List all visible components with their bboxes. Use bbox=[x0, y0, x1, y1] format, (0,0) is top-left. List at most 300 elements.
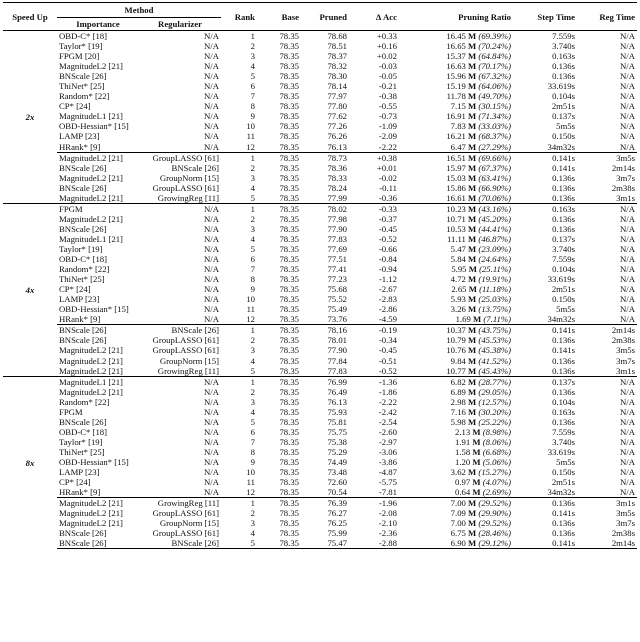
delta-acc-cell: -0.52 bbox=[378, 233, 397, 244]
regularizer-cell: N/A bbox=[204, 51, 219, 62]
pruning-ratio-value: 11.11 M bbox=[446, 233, 477, 244]
base-acc-cell: 78.35 bbox=[279, 345, 299, 356]
regularizer-header: Regularizer bbox=[158, 18, 202, 29]
regularizer-cell: GrowingReg [11] bbox=[157, 192, 219, 203]
reg-time-cell: N/A bbox=[620, 396, 635, 407]
step-time-cell: 0.136s bbox=[552, 528, 575, 539]
pruned-acc-cell: 74.49 bbox=[327, 456, 347, 467]
pruning-ratio-cell bbox=[399, 335, 513, 345]
base-acc-cell: 78.35 bbox=[279, 446, 299, 457]
pruning-ratio-percent: (71.34%) bbox=[478, 111, 511, 122]
table-row bbox=[3, 528, 637, 538]
rank-cell: 8 bbox=[250, 101, 255, 112]
base-acc-cell: 78.35 bbox=[279, 192, 299, 203]
rank-cell: 8 bbox=[250, 446, 255, 457]
pruned-header: Pruned bbox=[319, 11, 347, 22]
reg-time-cell: 3m5s bbox=[616, 508, 635, 519]
delta-acc-cell: -1.36 bbox=[349, 376, 399, 387]
regularizer-cell: N/A bbox=[204, 61, 219, 72]
pruning-ratio-percent: (28.46%) bbox=[478, 528, 511, 539]
table-row bbox=[3, 447, 637, 457]
reg-time-header: Reg Time bbox=[599, 11, 635, 22]
step-time-cell: 33.619s bbox=[547, 446, 575, 457]
reg-time-cell: N/A bbox=[620, 294, 635, 305]
importance-cell: MagnitudeL1 [21] bbox=[59, 233, 123, 244]
step-time-cell: 34m32s bbox=[547, 141, 575, 152]
reg-time-cell: 2m38s bbox=[611, 528, 635, 539]
rank-cell: 11 bbox=[246, 477, 255, 488]
delta-acc-cell: -1.86 bbox=[378, 386, 397, 397]
pruned-acc-cell: 75.93 bbox=[327, 406, 347, 417]
delta-acc-cell: -2.97 bbox=[378, 436, 397, 447]
regularizer-cell: GroupNorm [15] bbox=[159, 355, 219, 366]
pruning-ratio-percent: (5.06%) bbox=[482, 456, 511, 467]
importance-cell: MagnitudeL2 [21] bbox=[59, 386, 123, 397]
regularizer-cell: N/A bbox=[204, 41, 219, 52]
regularizer-cell: GroupLASSO [61] bbox=[152, 508, 219, 519]
pruning-ratio-value: 5.84 M bbox=[450, 254, 477, 265]
table-row bbox=[3, 131, 637, 141]
reg-time-cell: N/A bbox=[577, 203, 637, 214]
importance-cell: MagnitudeL2 [21] bbox=[59, 345, 123, 356]
regularizer-cell: N/A bbox=[204, 91, 219, 102]
reg-time-cell: 2m14s bbox=[577, 325, 637, 336]
pruned-acc-cell: 73.76 bbox=[327, 314, 347, 325]
pruning-ratio-percent: (41.52%) bbox=[478, 355, 511, 366]
pruning-ratio-percent: (19.91%) bbox=[478, 274, 511, 285]
pruning-ratio-percent: (4.07%) bbox=[482, 477, 511, 488]
table-row bbox=[3, 121, 637, 131]
regularizer-cell: N/A bbox=[204, 477, 219, 488]
pruning-ratio-cell bbox=[399, 457, 513, 467]
pruning-ratio-cell bbox=[399, 498, 513, 509]
delta-acc-cell: -0.36 bbox=[378, 192, 397, 203]
rank-cell: 1 bbox=[221, 203, 257, 214]
step-time-cell: 0.137s bbox=[552, 111, 575, 122]
pruned-acc-cell: 75.52 bbox=[327, 294, 347, 305]
step-time-cell: 0.137s bbox=[513, 376, 577, 387]
rank-cell: 3 bbox=[250, 223, 255, 234]
table-row bbox=[3, 71, 637, 81]
importance-cell: MagnitudeL2 [21] bbox=[59, 518, 123, 529]
base-acc-cell: 78.35 bbox=[279, 141, 299, 152]
reg-time-cell: N/A bbox=[620, 406, 635, 417]
pruning-ratio-percent: (64.06%) bbox=[478, 81, 511, 92]
base-acc-cell: 78.35 bbox=[279, 81, 299, 92]
step-time-cell: 33.619s bbox=[547, 81, 575, 92]
base-acc-cell: 78.35 bbox=[279, 111, 299, 122]
delta-acc-cell: +0.38 bbox=[349, 152, 399, 163]
rank-cell: 2 bbox=[250, 335, 255, 346]
importance-cell: MagnitudeL2 [21] bbox=[59, 355, 123, 366]
step-time-header: Step Time bbox=[537, 11, 575, 22]
table-row bbox=[3, 376, 637, 387]
base-acc-cell: 78.35 bbox=[279, 396, 299, 407]
step-time-cell: 0.136s bbox=[552, 61, 575, 72]
reg-time-cell: 2m14s bbox=[611, 162, 635, 173]
delta-acc-cell: -0.66 bbox=[378, 243, 397, 254]
pruned-acc-cell: 77.26 bbox=[327, 121, 347, 132]
importance-cell: BNScale [26] bbox=[59, 223, 107, 234]
base-acc-cell: 78.35 bbox=[279, 386, 299, 397]
pruning-ratio-percent: (11.18%) bbox=[479, 284, 511, 295]
pruning-ratio-value: 2.13 M bbox=[455, 426, 481, 437]
importance-cell: OBD-C* [18] bbox=[57, 31, 139, 42]
regularizer-cell: BNScale [26] bbox=[139, 325, 221, 336]
base-acc-cell: 78.35 bbox=[279, 314, 299, 325]
importance-cell: LAMP [23] bbox=[59, 294, 100, 305]
regularizer-cell: N/A bbox=[204, 294, 219, 305]
pruned-acc-cell: 78.24 bbox=[327, 182, 347, 193]
pruning-ratio-cell bbox=[399, 244, 513, 254]
reg-time-cell: N/A bbox=[620, 254, 635, 265]
table-body bbox=[3, 31, 637, 549]
pruning-ratio-cell bbox=[399, 284, 513, 294]
base-acc-cell: 78.35 bbox=[279, 436, 299, 447]
pruning-ratio-percent: (33.03%) bbox=[478, 121, 511, 132]
pruning-ratio-percent: (24.64%) bbox=[478, 254, 511, 265]
method-header: Method bbox=[57, 3, 221, 18]
step-time-cell: 0.150s bbox=[552, 294, 575, 305]
table-row bbox=[3, 142, 637, 153]
step-time-cell: 0.137s bbox=[552, 233, 575, 244]
pruned-acc-cell: 78.37 bbox=[327, 51, 347, 62]
regularizer-cell: N/A bbox=[204, 121, 219, 132]
table-row bbox=[3, 274, 637, 284]
importance-cell: BNScale [26] bbox=[59, 416, 107, 427]
base-acc-cell: 78.35 bbox=[279, 213, 299, 224]
delta-acc-header: Δ Acc bbox=[375, 11, 397, 22]
pruned-acc-cell: 77.51 bbox=[327, 254, 347, 265]
rank-cell: 8 bbox=[250, 274, 255, 285]
base-acc-cell: 78.35 bbox=[279, 426, 299, 437]
importance-cell: MagnitudeL2 [21] bbox=[57, 498, 139, 509]
pruning-ratio-cell bbox=[399, 477, 513, 487]
delta-acc-cell: -2.36 bbox=[378, 528, 397, 539]
step-time-cell: 0.136s bbox=[513, 498, 577, 509]
rank-cell: 12 bbox=[246, 314, 255, 325]
step-time-cell: 0.136s bbox=[552, 172, 575, 183]
pruned-acc-cell: 78.36 bbox=[327, 162, 347, 173]
pruning-ratio-value: 15.96 M bbox=[446, 71, 477, 82]
base-acc-cell: 78.35 bbox=[279, 101, 299, 112]
delta-acc-cell: +0.01 bbox=[376, 162, 397, 173]
pruned-acc-cell: 77.99 bbox=[327, 192, 347, 203]
pruned-acc-cell: 75.99 bbox=[327, 528, 347, 539]
importance-cell: OBD-Hessian* [15] bbox=[59, 304, 129, 315]
regularizer-cell: N/A bbox=[204, 81, 219, 92]
pruning-ratio-percent: (67.32%) bbox=[478, 71, 511, 82]
pruning-ratio-cell bbox=[399, 193, 513, 204]
pruning-ratio-percent: (44.41%) bbox=[478, 223, 511, 234]
pruning-ratio-value: 10.77 M bbox=[446, 365, 477, 376]
importance-cell: MagnitudeL2 [21] bbox=[57, 152, 139, 163]
pruning-ratio-value: 5.98 M bbox=[450, 416, 477, 427]
base-acc-cell: 78.35 bbox=[279, 254, 299, 265]
importance-cell: BNScale [26] bbox=[57, 325, 139, 336]
base-acc-cell: 78.35 bbox=[279, 61, 299, 72]
regularizer-cell: GroupLASSO [61] bbox=[152, 182, 219, 193]
delta-acc-cell: -2.22 bbox=[378, 396, 397, 407]
header-row-1 bbox=[3, 3, 637, 18]
regularizer-cell: N/A bbox=[204, 467, 219, 478]
base-acc-cell: 78.35 bbox=[279, 294, 299, 305]
step-time-cell: 0.163s bbox=[552, 51, 575, 62]
rank-cell: 3 bbox=[250, 396, 255, 407]
importance-cell: Random* [22] bbox=[59, 264, 110, 275]
pruning-ratio-value: 16.61 M bbox=[446, 192, 477, 203]
step-time-cell: 0.150s bbox=[552, 131, 575, 142]
step-time-cell: 2m51s bbox=[551, 101, 575, 112]
importance-cell: OBD-Hessian* [15] bbox=[59, 121, 129, 132]
base-acc-cell: 78.35 bbox=[279, 365, 299, 376]
step-time-cell: 0.150s bbox=[552, 467, 575, 478]
importance-cell: ThiNet* [25] bbox=[59, 81, 105, 92]
pruning-ratio-percent: (70.24%) bbox=[478, 41, 511, 52]
regularizer-cell: GroupLASSO [61] bbox=[152, 335, 219, 346]
base-acc-cell: 78.35 bbox=[279, 355, 299, 366]
pruning-ratio-cell bbox=[399, 387, 513, 397]
speed-up-label: 8x bbox=[3, 376, 57, 549]
reg-time-cell: N/A bbox=[620, 213, 635, 224]
pruning-ratio-percent: (68.37%) bbox=[478, 131, 511, 142]
regularizer-cell: GroupLASSO [61] bbox=[152, 528, 219, 539]
reg-time-cell: N/A bbox=[620, 264, 635, 275]
pruning-ratio-value: 7.00 M bbox=[450, 518, 477, 529]
delta-acc-cell: -0.19 bbox=[349, 325, 399, 336]
table-row bbox=[3, 173, 637, 183]
pruned-acc-cell: 76.25 bbox=[327, 518, 347, 529]
pruned-acc-cell: 77.98 bbox=[327, 213, 347, 224]
rank-cell: 5 bbox=[250, 416, 255, 427]
pruning-ratio-header: Pruning Ratio bbox=[458, 11, 511, 22]
reg-time-cell: N/A bbox=[620, 61, 635, 72]
rank-cell: 10 bbox=[246, 294, 255, 305]
delta-acc-cell: -1.96 bbox=[349, 498, 399, 509]
base-acc-cell: 78.35 bbox=[279, 304, 299, 315]
delta-acc-cell: -0.45 bbox=[378, 223, 397, 234]
rank-header: Rank bbox=[234, 11, 255, 22]
importance-cell: BNScale [26] bbox=[59, 162, 107, 173]
regularizer-cell: GrowingReg [11] bbox=[157, 365, 219, 376]
table-row bbox=[3, 487, 637, 498]
pruned-acc-cell: 76.13 bbox=[327, 141, 347, 152]
importance-cell: BNScale [26] bbox=[59, 71, 107, 82]
pruning-ratio-percent: (49.70%) bbox=[478, 91, 511, 102]
base-acc-cell: 78.35 bbox=[279, 477, 299, 488]
base-acc-cell: 78.35 bbox=[279, 51, 299, 62]
delta-acc-cell: -2.54 bbox=[378, 416, 397, 427]
delta-acc-cell: -0.55 bbox=[378, 101, 397, 112]
importance-cell: BNScale [26] bbox=[59, 528, 107, 539]
pruning-ratio-value: 10.37 M bbox=[446, 325, 477, 336]
base-acc-cell: 78.35 bbox=[279, 172, 299, 183]
pruned-acc-cell: 77.90 bbox=[327, 223, 347, 234]
reg-time-cell: N/A bbox=[620, 304, 635, 315]
base-acc-cell: 78.35 bbox=[257, 203, 301, 214]
table-row bbox=[3, 335, 637, 345]
regularizer-cell: N/A bbox=[204, 71, 219, 82]
regularizer-cell: N/A bbox=[204, 223, 219, 234]
step-time-cell: 0.141s bbox=[513, 152, 577, 163]
pruning-ratio-value: 6.75 M bbox=[450, 528, 477, 539]
pruning-ratio-cell bbox=[399, 224, 513, 234]
table-row bbox=[3, 234, 637, 244]
pruning-ratio-percent: (29.05%) bbox=[478, 386, 511, 397]
rank-cell: 11 bbox=[246, 304, 255, 315]
reg-time-cell: 3m1s bbox=[577, 498, 637, 509]
reg-time-cell: 3m7s bbox=[616, 355, 635, 366]
step-time-cell: 2m51s bbox=[551, 284, 575, 295]
reg-time-cell: N/A bbox=[620, 386, 635, 397]
pruning-ratio-value: 15.86 M bbox=[446, 182, 477, 193]
delta-acc-cell: -0.84 bbox=[378, 254, 397, 265]
rank-cell: 4 bbox=[250, 355, 255, 366]
step-time-cell: 5m5s bbox=[556, 121, 575, 132]
rank-cell: 5 bbox=[250, 365, 255, 376]
reg-time-cell: 2m38s bbox=[611, 335, 635, 346]
table-row bbox=[3, 508, 637, 518]
base-acc-cell: 78.35 bbox=[257, 376, 301, 387]
table-row bbox=[3, 203, 637, 214]
rank-cell: 1 bbox=[221, 498, 257, 509]
pruning-ratio-value: 1.69 M bbox=[455, 314, 482, 325]
table-row bbox=[3, 314, 637, 325]
rank-cell: 1 bbox=[221, 376, 257, 387]
pruned-acc-cell: 77.80 bbox=[327, 101, 347, 112]
pruning-results-table bbox=[3, 2, 637, 549]
importance-cell: MagnitudeL2 [21] bbox=[59, 192, 123, 203]
table-row bbox=[3, 467, 637, 477]
importance-cell: MagnitudeL2 [21] bbox=[59, 61, 123, 72]
pruning-ratio-value: 6.47 M bbox=[450, 141, 477, 152]
rank-cell: 2 bbox=[250, 162, 255, 173]
pruning-ratio-value: 16.51 M bbox=[446, 152, 477, 163]
pruning-ratio-cell bbox=[399, 214, 513, 224]
table-row bbox=[3, 498, 637, 509]
reg-time-cell: N/A bbox=[620, 426, 635, 437]
pruning-ratio-value: 0.97 M bbox=[455, 477, 481, 488]
rank-cell: 9 bbox=[250, 284, 255, 295]
regularizer-cell: GrowingReg [11] bbox=[139, 498, 221, 509]
pruning-ratio-value: 7.16 M bbox=[450, 406, 477, 417]
delta-acc-cell: -2.86 bbox=[378, 304, 397, 315]
rank-cell: 2 bbox=[250, 386, 255, 397]
pruning-ratio-cell bbox=[399, 397, 513, 407]
step-time-cell: 0.136s bbox=[552, 335, 575, 346]
reg-time-cell: N/A bbox=[620, 51, 635, 62]
base-acc-cell: 78.35 bbox=[279, 243, 299, 254]
pruning-ratio-value: 15.03 M bbox=[446, 172, 477, 183]
regularizer-cell: N/A bbox=[204, 213, 219, 224]
pruning-ratio-percent: (30.20%) bbox=[478, 406, 511, 417]
step-time-cell: 0.104s bbox=[552, 264, 575, 275]
reg-time-cell: N/A bbox=[620, 416, 635, 427]
pruning-ratio-percent: (25.22%) bbox=[478, 416, 511, 427]
regularizer-cell: GroupLASSO [61] bbox=[152, 345, 219, 356]
pruning-ratio-percent: (69.66%) bbox=[478, 152, 511, 163]
table-row bbox=[3, 294, 637, 304]
rank-cell: 11 bbox=[246, 131, 255, 142]
delta-acc-cell: +0.33 bbox=[349, 31, 399, 42]
pruning-ratio-cell bbox=[399, 183, 513, 193]
pruning-ratio-percent: (70.06%) bbox=[478, 192, 511, 203]
pruning-ratio-percent: (8.06%) bbox=[482, 436, 511, 447]
delta-acc-cell: -0.51 bbox=[378, 355, 397, 366]
table-row bbox=[3, 193, 637, 204]
table-row bbox=[3, 51, 637, 61]
delta-acc-cell: -0.11 bbox=[379, 182, 397, 193]
pruning-ratio-cell bbox=[399, 131, 513, 141]
step-time-cell: 0.136s bbox=[552, 386, 575, 397]
rank-cell: 1 bbox=[221, 152, 257, 163]
rank-cell: 2 bbox=[250, 213, 255, 224]
pruning-ratio-value: 10.23 M bbox=[446, 203, 477, 214]
regularizer-cell: N/A bbox=[204, 436, 219, 447]
table-row bbox=[3, 387, 637, 397]
pruned-acc-cell: 75.29 bbox=[327, 446, 347, 457]
regularizer-cell: N/A bbox=[204, 284, 219, 295]
pruning-ratio-cell bbox=[399, 407, 513, 417]
pruning-ratio-value: 5.93 M bbox=[450, 294, 477, 305]
reg-time-cell: N/A bbox=[620, 233, 635, 244]
rank-cell: 10 bbox=[246, 467, 255, 478]
pruning-ratio-percent: (15.27%) bbox=[478, 467, 511, 478]
reg-time-cell: 3m7s bbox=[616, 518, 635, 529]
pruned-acc-cell: 77.69 bbox=[327, 243, 347, 254]
pruned-acc-cell: 75.75 bbox=[327, 426, 347, 437]
pruned-acc-cell: 77.62 bbox=[327, 111, 347, 122]
pruning-ratio-percent: (12.57%) bbox=[478, 396, 511, 407]
pruning-ratio-value: 9.84 M bbox=[450, 355, 477, 366]
regularizer-cell: N/A bbox=[139, 376, 221, 387]
regularizer-cell: N/A bbox=[204, 254, 219, 265]
pruning-ratio-percent: (45.20%) bbox=[478, 213, 511, 224]
delta-acc-cell: -0.52 bbox=[378, 365, 397, 376]
base-acc-cell: 78.35 bbox=[279, 121, 299, 132]
pruned-acc-cell: 75.68 bbox=[327, 284, 347, 295]
pruning-ratio-cell bbox=[399, 417, 513, 427]
regularizer-cell: N/A bbox=[139, 203, 221, 214]
base-acc-cell: 78.35 bbox=[279, 162, 299, 173]
rank-cell: 7 bbox=[250, 436, 255, 447]
reg-time-cell: N/A bbox=[620, 467, 635, 478]
base-acc-cell: 78.35 bbox=[257, 325, 301, 336]
importance-cell: HRank* [9] bbox=[59, 487, 101, 498]
pruning-ratio-cell bbox=[399, 345, 513, 355]
delta-acc-cell: -2.60 bbox=[378, 426, 397, 437]
base-acc-cell: 78.35 bbox=[279, 528, 299, 539]
pruning-ratio-cell bbox=[399, 304, 513, 314]
pruned-acc-cell: 78.73 bbox=[301, 152, 349, 163]
pruning-ratio-cell bbox=[399, 325, 513, 336]
step-time-cell: 0.104s bbox=[552, 396, 575, 407]
delta-acc-cell: -3.06 bbox=[378, 446, 397, 457]
reg-time-cell: N/A bbox=[620, 456, 635, 467]
pruning-ratio-cell bbox=[399, 71, 513, 81]
pruning-ratio-value: 16.65 M bbox=[446, 41, 477, 52]
pruning-ratio-value: 15.37 M bbox=[446, 51, 477, 62]
pruning-ratio-percent: (25.03%) bbox=[478, 294, 511, 305]
table-row bbox=[3, 224, 637, 234]
table-row bbox=[3, 254, 637, 264]
pruning-ratio-cell bbox=[399, 427, 513, 437]
importance-cell: MagnitudeL1 [21] bbox=[57, 376, 139, 387]
pruned-acc-cell: 76.13 bbox=[327, 396, 347, 407]
reg-time-cell: N/A bbox=[620, 121, 635, 132]
pruning-ratio-cell bbox=[399, 111, 513, 121]
table-row bbox=[3, 407, 637, 417]
